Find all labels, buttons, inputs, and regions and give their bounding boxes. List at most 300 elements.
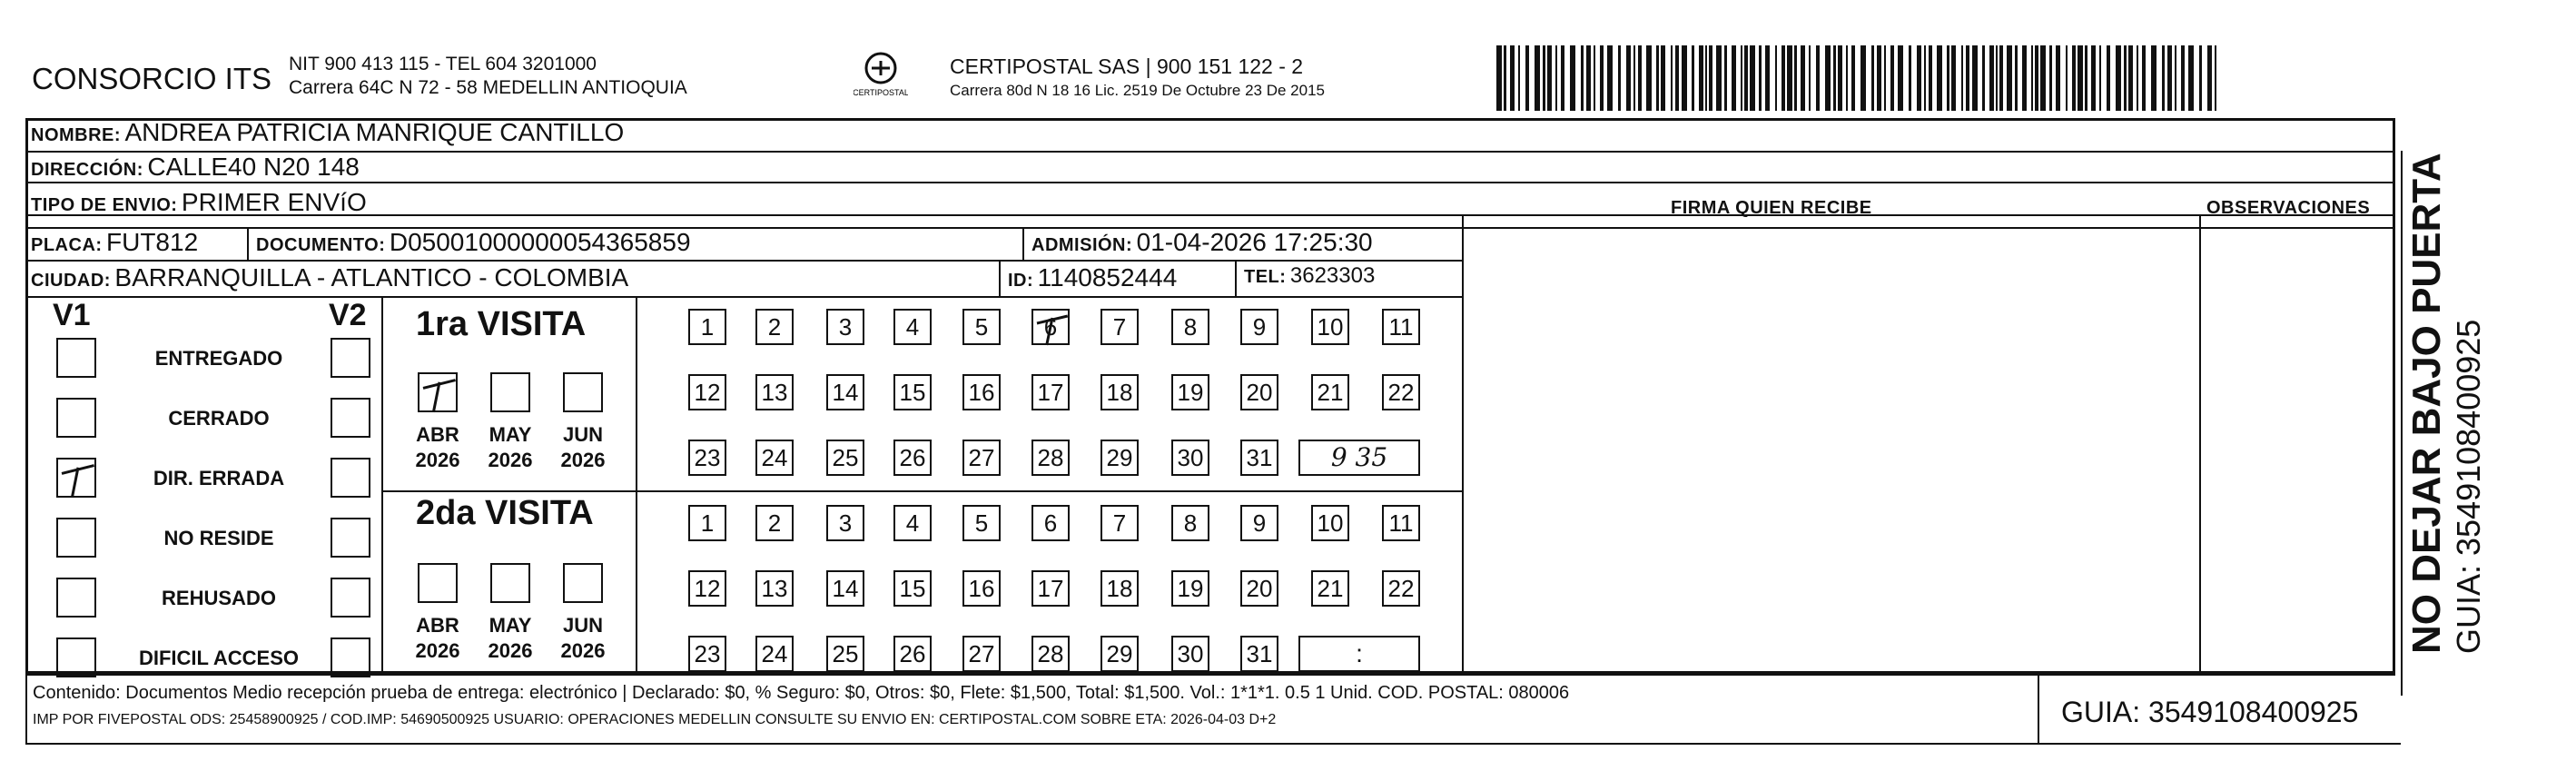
v1-checkbox[interactable] bbox=[56, 518, 96, 558]
carrier-address: Carrera 80d N 18 16 Lic. 2519 De Octubre 23 De 2015 bbox=[950, 82, 1325, 99]
barcode-bar bbox=[2188, 45, 2194, 111]
day-number: 19 bbox=[1177, 575, 1204, 602]
second-visit-day-box[interactable] bbox=[1311, 505, 1349, 541]
first-visit-month-checkbox[interactable] bbox=[563, 372, 603, 412]
first-visit-time-written: 9 35 bbox=[1330, 442, 1388, 472]
admision-label: ADMISIÓN: bbox=[1031, 235, 1133, 255]
barcode-bar bbox=[1586, 45, 1591, 111]
day-number: 29 bbox=[1106, 640, 1133, 667]
day-number: 2 bbox=[767, 509, 782, 537]
day-number: 5 bbox=[974, 313, 989, 341]
second-visit-day-box[interactable] bbox=[755, 636, 794, 672]
first-visit-day-box[interactable] bbox=[826, 309, 864, 345]
first-visit-day-box[interactable] bbox=[1100, 374, 1139, 410]
barcode-bar bbox=[2142, 45, 2146, 111]
v2-checkbox[interactable] bbox=[331, 578, 370, 618]
first-visit-day-box[interactable] bbox=[1382, 374, 1420, 410]
day-number: 25 bbox=[832, 444, 859, 471]
second-visit-day-box[interactable] bbox=[962, 636, 1001, 672]
v2-checkbox[interactable] bbox=[331, 637, 370, 677]
option-label: DIFICIL ACCESO bbox=[138, 647, 299, 669]
second-visit-day-box[interactable] bbox=[1382, 505, 1420, 541]
first-visit-day-box[interactable] bbox=[893, 309, 932, 345]
barcode-bar bbox=[1638, 45, 1642, 111]
barcode-bar bbox=[1917, 45, 1921, 111]
day-number: 24 bbox=[761, 444, 788, 471]
second-visit-day-box[interactable] bbox=[1240, 505, 1278, 541]
first-visit-year-label: 2026 bbox=[488, 449, 533, 471]
day-number: 19 bbox=[1177, 379, 1204, 406]
carrier-name: CERTIPOSTAL SAS | 900 151 122 - 2 bbox=[950, 54, 1304, 78]
second-visit-day-box[interactable] bbox=[755, 505, 794, 541]
second-visit-day-box[interactable] bbox=[893, 636, 932, 672]
side-instruction-block bbox=[2404, 153, 2488, 654]
day-number: 9 bbox=[1252, 509, 1267, 537]
second-visit-day-box[interactable] bbox=[1100, 636, 1139, 672]
first-visit-day-box[interactable] bbox=[962, 309, 1001, 345]
first-visit-year-label: 2026 bbox=[560, 449, 606, 471]
second-visit-time-placeholder: : bbox=[1356, 639, 1363, 667]
first-visit-month-checkbox[interactable] bbox=[418, 372, 458, 412]
check-mark-icon bbox=[58, 460, 98, 499]
barcode-bar bbox=[1682, 45, 1687, 111]
day-number: 10 bbox=[1317, 313, 1344, 341]
day-number: 26 bbox=[899, 444, 926, 471]
barcode-bar bbox=[1846, 45, 1848, 111]
first-visit-day-box[interactable] bbox=[755, 374, 794, 410]
day-number: 11 bbox=[1388, 509, 1414, 537]
second-visit-day-box[interactable] bbox=[688, 636, 726, 672]
barcode-bar bbox=[1496, 45, 1502, 111]
second-visit-day-box[interactable] bbox=[1240, 636, 1278, 672]
day-number: 28 bbox=[1037, 640, 1064, 667]
barcode-bar bbox=[1947, 45, 1949, 111]
barcode-bar bbox=[1890, 45, 1894, 111]
barcode-bar bbox=[1765, 45, 1770, 111]
barcode-bar bbox=[1924, 45, 1926, 111]
day-number: 10 bbox=[1317, 509, 1344, 537]
second-visit-day-box[interactable] bbox=[962, 570, 1001, 607]
first-visit-day-box[interactable] bbox=[688, 440, 726, 476]
day-number: 21 bbox=[1317, 379, 1344, 406]
check-mark-icon bbox=[419, 374, 459, 414]
first-visit-day-box[interactable] bbox=[1311, 309, 1349, 345]
barcode-bar bbox=[1618, 45, 1621, 111]
barcode-bar bbox=[1750, 45, 1755, 111]
day-number: 7 bbox=[1112, 509, 1127, 537]
barcode-bar bbox=[2107, 45, 2110, 111]
footer-guia: GUIA: 3549108400925 bbox=[2061, 696, 2359, 728]
first-visit-day-box[interactable] bbox=[1171, 374, 1209, 410]
first-visit-day-box[interactable] bbox=[1171, 440, 1209, 476]
id-value: 1140852444 bbox=[1037, 263, 1178, 292]
second-visit-day-box[interactable] bbox=[1100, 570, 1139, 607]
day-number: 13 bbox=[761, 575, 788, 602]
tipo-envio-value: PRIMER ENVíO bbox=[181, 188, 367, 216]
day-number: 16 bbox=[968, 379, 995, 406]
day-number: 27 bbox=[968, 444, 995, 471]
barcode-bar bbox=[1581, 45, 1584, 111]
second-visit-day-box[interactable] bbox=[1382, 570, 1420, 607]
barcode-bar bbox=[1570, 45, 1575, 111]
day-number: 4 bbox=[905, 509, 920, 537]
barcode-bar bbox=[2056, 45, 2060, 111]
day-number: 15 bbox=[899, 575, 926, 602]
barcode-bar bbox=[1989, 45, 1994, 111]
day-number: 24 bbox=[761, 640, 788, 667]
barcode-bar bbox=[2124, 45, 2127, 111]
day-number: 18 bbox=[1106, 379, 1133, 406]
day-number: 7 bbox=[1112, 313, 1127, 341]
barcode-bar bbox=[1504, 45, 1506, 111]
first-visit-year-label: 2026 bbox=[415, 449, 460, 471]
documento-label: DOCUMENTO: bbox=[256, 235, 386, 255]
tel-label: TEL: bbox=[1244, 267, 1287, 287]
option-label: DIR. ERRADA bbox=[153, 467, 285, 489]
certipostal-logo-icon bbox=[854, 50, 908, 100]
second-visit-day-box[interactable] bbox=[893, 570, 932, 607]
barcode-bar bbox=[1781, 45, 1785, 111]
barcode-bar bbox=[1692, 45, 1694, 111]
second-visit-day-box[interactable] bbox=[688, 570, 726, 607]
barcode-bar bbox=[2007, 45, 2012, 111]
barcode-bar bbox=[1518, 45, 1520, 111]
barcode-bar bbox=[2116, 45, 2121, 111]
barcode-bar bbox=[2128, 45, 2133, 111]
day-number: 11 bbox=[1388, 313, 1414, 341]
barcode-bar bbox=[1838, 45, 1842, 111]
barcode-bar bbox=[2031, 45, 2033, 111]
company-name: CONSORCIO ITS bbox=[32, 62, 272, 95]
barcode-bar bbox=[1825, 45, 1831, 111]
first-visit-day-box[interactable] bbox=[1031, 440, 1070, 476]
v1-checkbox[interactable] bbox=[56, 458, 96, 498]
check-mark-icon bbox=[1033, 311, 1071, 347]
barcode-bar bbox=[1547, 45, 1552, 111]
second-visit-day-box[interactable] bbox=[826, 570, 864, 607]
firma-label: FIRMA QUIEN RECIBE bbox=[1671, 198, 1872, 218]
first-visit-day-box[interactable] bbox=[755, 440, 794, 476]
barcode-bar bbox=[1794, 45, 1797, 111]
v1-checkbox[interactable] bbox=[56, 338, 96, 378]
barcode-bar bbox=[1951, 45, 1956, 111]
barcode-bar bbox=[1909, 45, 1911, 111]
company-nit-tel: NIT 900 413 115 - TEL 604 3201000 bbox=[289, 54, 597, 74]
day-number: 27 bbox=[968, 640, 995, 667]
barcode-bar bbox=[1966, 45, 1969, 111]
second-visit-day-box[interactable] bbox=[1171, 636, 1209, 672]
barcode-bar bbox=[1744, 45, 1748, 111]
second-visit-month-checkbox[interactable] bbox=[418, 563, 458, 603]
first-visit-day-box[interactable] bbox=[1240, 309, 1278, 345]
barcode-bar bbox=[1555, 45, 1557, 111]
direccion-label: DIRECCIÓN: bbox=[31, 160, 143, 180]
second-visit-day-box[interactable] bbox=[1031, 505, 1070, 541]
v2-checkbox[interactable] bbox=[331, 398, 370, 438]
option-label: NO RESIDE bbox=[163, 527, 274, 549]
first-visit-month-checkbox[interactable] bbox=[490, 372, 530, 412]
second-visit-day-box[interactable] bbox=[826, 636, 864, 672]
barcode-bar bbox=[1787, 45, 1792, 111]
first-visit-day-box[interactable] bbox=[1240, 440, 1278, 476]
first-visit-month-label: MAY bbox=[489, 423, 532, 446]
placa-value: FUT812 bbox=[106, 228, 199, 256]
v2-checkbox[interactable] bbox=[331, 338, 370, 378]
second-visit-label: 2da VISITA bbox=[416, 494, 594, 532]
footer-content: Contenido: Documentos Medio recepción prueba de entrega: electrónico | Declarado: $0, % Seguro: $0, Otros: $0, Flete: $1,500, Total: $1,500. Vol.: 1*1*1. 0.5 1 Unid. COD. POSTAL: 080006 bbox=[33, 683, 1570, 703]
barcode-bar bbox=[1937, 45, 1942, 111]
barcode-bar bbox=[2049, 45, 2052, 111]
option-label: ENTREGADO bbox=[154, 347, 283, 370]
nombre-label: NOMBRE: bbox=[31, 125, 122, 145]
v2-checkbox[interactable] bbox=[331, 518, 370, 558]
barcode-bar bbox=[2072, 45, 2076, 111]
v2-checkbox[interactable] bbox=[331, 458, 370, 498]
first-visit-day-box[interactable] bbox=[1240, 374, 1278, 410]
first-visit-day-box[interactable] bbox=[688, 309, 726, 345]
day-number: 25 bbox=[832, 640, 859, 667]
company-address: Carrera 64C N 72 - 58 MEDELLIN ANTIOQUIA bbox=[289, 77, 687, 98]
second-visit-day-box[interactable] bbox=[1031, 636, 1070, 672]
barcode-bar bbox=[1961, 45, 1963, 111]
first-visit-day-box[interactable] bbox=[826, 440, 864, 476]
first-visit-month-label: ABR bbox=[416, 423, 459, 446]
barcode-bar bbox=[2085, 45, 2087, 111]
second-visit-day-box[interactable] bbox=[1031, 570, 1070, 607]
barcode-bar bbox=[2035, 45, 2038, 111]
barcode-bar bbox=[1871, 45, 1874, 111]
first-visit-day-box[interactable] bbox=[826, 374, 864, 410]
barcode-bar bbox=[1801, 45, 1805, 111]
day-number: 6 bbox=[1043, 313, 1058, 341]
barcode-bar bbox=[1705, 45, 1707, 111]
barcode-bar bbox=[1646, 45, 1652, 111]
barcode-bar bbox=[2022, 45, 2027, 111]
option-label: REHUSADO bbox=[162, 587, 276, 609]
day-number: 5 bbox=[974, 509, 989, 537]
v1-label: V1 bbox=[53, 298, 91, 332]
first-visit-day-box[interactable] bbox=[1100, 309, 1139, 345]
barcode-bar bbox=[2091, 45, 2096, 111]
side-guia: GUIA: 3549108400925 bbox=[2450, 319, 2487, 654]
barcode-bar bbox=[2162, 45, 2165, 111]
first-visit-day-box[interactable] bbox=[1311, 374, 1349, 410]
day-number: 2 bbox=[767, 313, 782, 341]
barcode-bar bbox=[1709, 45, 1712, 111]
tel-value: 3623303 bbox=[1289, 263, 1376, 288]
day-number: 26 bbox=[899, 640, 926, 667]
ciudad-value: BARRANQUILLA - ATLANTICO - COLOMBIA bbox=[114, 263, 629, 292]
observaciones-label: OBSERVACIONES bbox=[2206, 198, 2371, 218]
day-number: 8 bbox=[1183, 313, 1198, 341]
barcode-bar bbox=[1860, 45, 1866, 111]
barcode-bar bbox=[1816, 45, 1820, 111]
day-number: 4 bbox=[905, 313, 920, 341]
second-visit-day-box[interactable] bbox=[826, 505, 864, 541]
id-label: ID: bbox=[1008, 271, 1034, 291]
second-visit-day-box[interactable] bbox=[1171, 505, 1209, 541]
second-visit-day-box[interactable] bbox=[893, 505, 932, 541]
second-visit-day-box[interactable] bbox=[1100, 505, 1139, 541]
day-number: 30 bbox=[1177, 444, 1204, 471]
barcode-bar bbox=[1656, 45, 1659, 111]
direccion-value: CALLE40 N20 148 bbox=[147, 153, 360, 181]
day-number: 20 bbox=[1246, 379, 1273, 406]
second-visit-day-box[interactable] bbox=[1240, 570, 1278, 607]
second-visit-year-label: 2026 bbox=[415, 639, 460, 662]
day-number: 14 bbox=[832, 379, 859, 406]
day-number: 15 bbox=[899, 379, 926, 406]
ciudad-label: CIUDAD: bbox=[31, 271, 111, 291]
day-number: 18 bbox=[1106, 575, 1133, 602]
first-visit-day-box[interactable] bbox=[962, 374, 1001, 410]
barcode-bar bbox=[1716, 45, 1722, 111]
day-number: 31 bbox=[1246, 444, 1273, 471]
barcode-bar bbox=[2066, 45, 2068, 111]
second-visit-day-box[interactable] bbox=[1311, 570, 1349, 607]
first-visit-day-box[interactable] bbox=[688, 374, 726, 410]
second-visit-year-label: 2026 bbox=[488, 639, 533, 662]
option-label: CERRADO bbox=[168, 407, 270, 430]
barcode-bar bbox=[2015, 45, 2018, 111]
barcode-bar bbox=[1525, 45, 1529, 111]
day-number: 8 bbox=[1183, 509, 1198, 537]
second-visit-time-box[interactable] bbox=[1298, 636, 1420, 672]
v1-checkbox[interactable] bbox=[56, 398, 96, 438]
day-number: 13 bbox=[761, 379, 788, 406]
tipo-envio-label: TIPO DE ENVIO: bbox=[31, 195, 178, 215]
day-number: 3 bbox=[838, 313, 853, 341]
barcode-bar bbox=[1671, 45, 1673, 111]
barcode-bar bbox=[2175, 45, 2176, 111]
documento-value: D05001000000054365859 bbox=[389, 228, 691, 256]
second-visit-month-checkbox[interactable] bbox=[563, 563, 603, 603]
barcode-bar bbox=[2099, 45, 2101, 111]
barcode-bar bbox=[1972, 45, 1978, 111]
second-visit-day-box[interactable] bbox=[688, 505, 726, 541]
barcode-bar bbox=[2167, 45, 2172, 111]
day-number: 17 bbox=[1037, 379, 1064, 406]
barcode-bar bbox=[1982, 45, 1985, 111]
day-number: 6 bbox=[1043, 509, 1058, 537]
second-visit-month-checkbox[interactable] bbox=[490, 563, 530, 603]
first-visit-time-box[interactable] bbox=[1298, 440, 1420, 476]
barcode-bar bbox=[1633, 45, 1635, 111]
side-instruction: NO DEJAR BAJO PUERTA bbox=[2404, 153, 2449, 654]
first-visit-day-box[interactable] bbox=[1382, 309, 1420, 345]
day-number: 3 bbox=[838, 509, 853, 537]
barcode-bar bbox=[1675, 45, 1679, 111]
barcode-bar bbox=[2199, 45, 2202, 111]
barcode-bar bbox=[1607, 45, 1613, 111]
barcode-bar bbox=[1724, 45, 1727, 111]
barcode-bar bbox=[1561, 45, 1564, 111]
placa-label: PLACA: bbox=[31, 235, 103, 255]
second-visit-year-label: 2026 bbox=[560, 639, 606, 662]
day-number: 16 bbox=[968, 575, 995, 602]
first-visit-day-box[interactable] bbox=[893, 440, 932, 476]
day-number: 1 bbox=[700, 509, 715, 537]
first-visit-day-box[interactable] bbox=[1100, 440, 1139, 476]
day-number: 29 bbox=[1106, 444, 1133, 471]
first-visit-day-box[interactable] bbox=[1171, 309, 1209, 345]
first-visit-month-label: JUN bbox=[562, 423, 603, 446]
barcode-bar bbox=[2078, 45, 2083, 111]
second-visit-day-box[interactable] bbox=[1171, 570, 1209, 607]
second-visit-day-box[interactable] bbox=[755, 570, 794, 607]
barcode-bar bbox=[1898, 45, 1903, 111]
first-visit-label: 1ra VISITA bbox=[416, 305, 587, 343]
barcode-bar bbox=[2207, 45, 2212, 111]
day-number: 21 bbox=[1317, 575, 1344, 602]
barcode-bar bbox=[1600, 45, 1604, 111]
nombre-value: ANDREA PATRICIA MANRIQUE CANTILLO bbox=[124, 118, 625, 146]
barcode-bar bbox=[1999, 45, 2003, 111]
logo-text: CERTIPOSTAL bbox=[854, 88, 908, 97]
barcode-bar bbox=[1809, 45, 1811, 111]
day-number: 12 bbox=[694, 379, 721, 406]
barcode-bar bbox=[1851, 45, 1855, 111]
barcode-bar bbox=[2181, 45, 2185, 111]
second-visit-month-label: JUN bbox=[562, 614, 603, 637]
barcode bbox=[1496, 45, 2223, 111]
barcode-bar bbox=[1661, 45, 1665, 111]
barcode-bar bbox=[1594, 45, 1595, 111]
barcode-bar bbox=[1699, 45, 1703, 111]
first-visit-day-box[interactable] bbox=[755, 309, 794, 345]
barcode-bar bbox=[1741, 45, 1742, 111]
barcode-bar bbox=[1535, 45, 1540, 111]
day-number: 20 bbox=[1246, 575, 1273, 602]
v2-label: V2 bbox=[329, 298, 367, 332]
footer-print-info: IMP POR FIVEPOSTAL ODS: 25458900925 / COD.IMP: 54690500925 USUARIO: OPERACIONES MEDELLIN CONSULTE SU ENVIO EN: CERTIPOSTAL.COM SOBRE ETA: 2026-04-03 D+2 bbox=[33, 712, 1277, 727]
v1-checkbox[interactable] bbox=[56, 637, 96, 677]
day-number: 9 bbox=[1252, 313, 1267, 341]
barcode-bar bbox=[1543, 45, 1545, 111]
day-number: 22 bbox=[1387, 379, 1415, 406]
barcode-bar bbox=[1833, 45, 1836, 111]
day-number: 30 bbox=[1177, 640, 1204, 667]
barcode-bar bbox=[1929, 45, 1932, 111]
day-number: 23 bbox=[694, 640, 721, 667]
first-visit-day-box[interactable] bbox=[1031, 374, 1070, 410]
day-number: 22 bbox=[1387, 575, 1415, 602]
first-visit-day-box[interactable] bbox=[1031, 309, 1070, 345]
second-visit-month-label: MAY bbox=[489, 614, 532, 637]
day-number: 23 bbox=[694, 444, 721, 471]
barcode-bar bbox=[2137, 45, 2138, 111]
day-number: 1 bbox=[700, 313, 715, 341]
barcode-bar bbox=[2151, 45, 2157, 111]
first-visit-day-box[interactable] bbox=[893, 374, 932, 410]
barcode-bar bbox=[1884, 45, 1886, 111]
barcode-bar bbox=[2040, 45, 2046, 111]
v1-checkbox[interactable] bbox=[56, 578, 96, 618]
barcode-bar bbox=[1877, 45, 1881, 111]
second-visit-day-box[interactable] bbox=[962, 505, 1001, 541]
barcode-bar bbox=[1775, 45, 1777, 111]
day-number: 14 bbox=[832, 575, 859, 602]
second-visit-month-label: ABR bbox=[416, 614, 459, 637]
barcode-bar bbox=[1626, 45, 1631, 111]
barcode-bar bbox=[1510, 45, 1515, 111]
admision-value: 01-04-2026 17:25:30 bbox=[1136, 228, 1373, 256]
day-number: 12 bbox=[694, 575, 721, 602]
barcode-bar bbox=[2215, 45, 2216, 111]
first-visit-day-box[interactable] bbox=[962, 440, 1001, 476]
day-number: 17 bbox=[1037, 575, 1064, 602]
barcode-bar bbox=[1732, 45, 1736, 111]
